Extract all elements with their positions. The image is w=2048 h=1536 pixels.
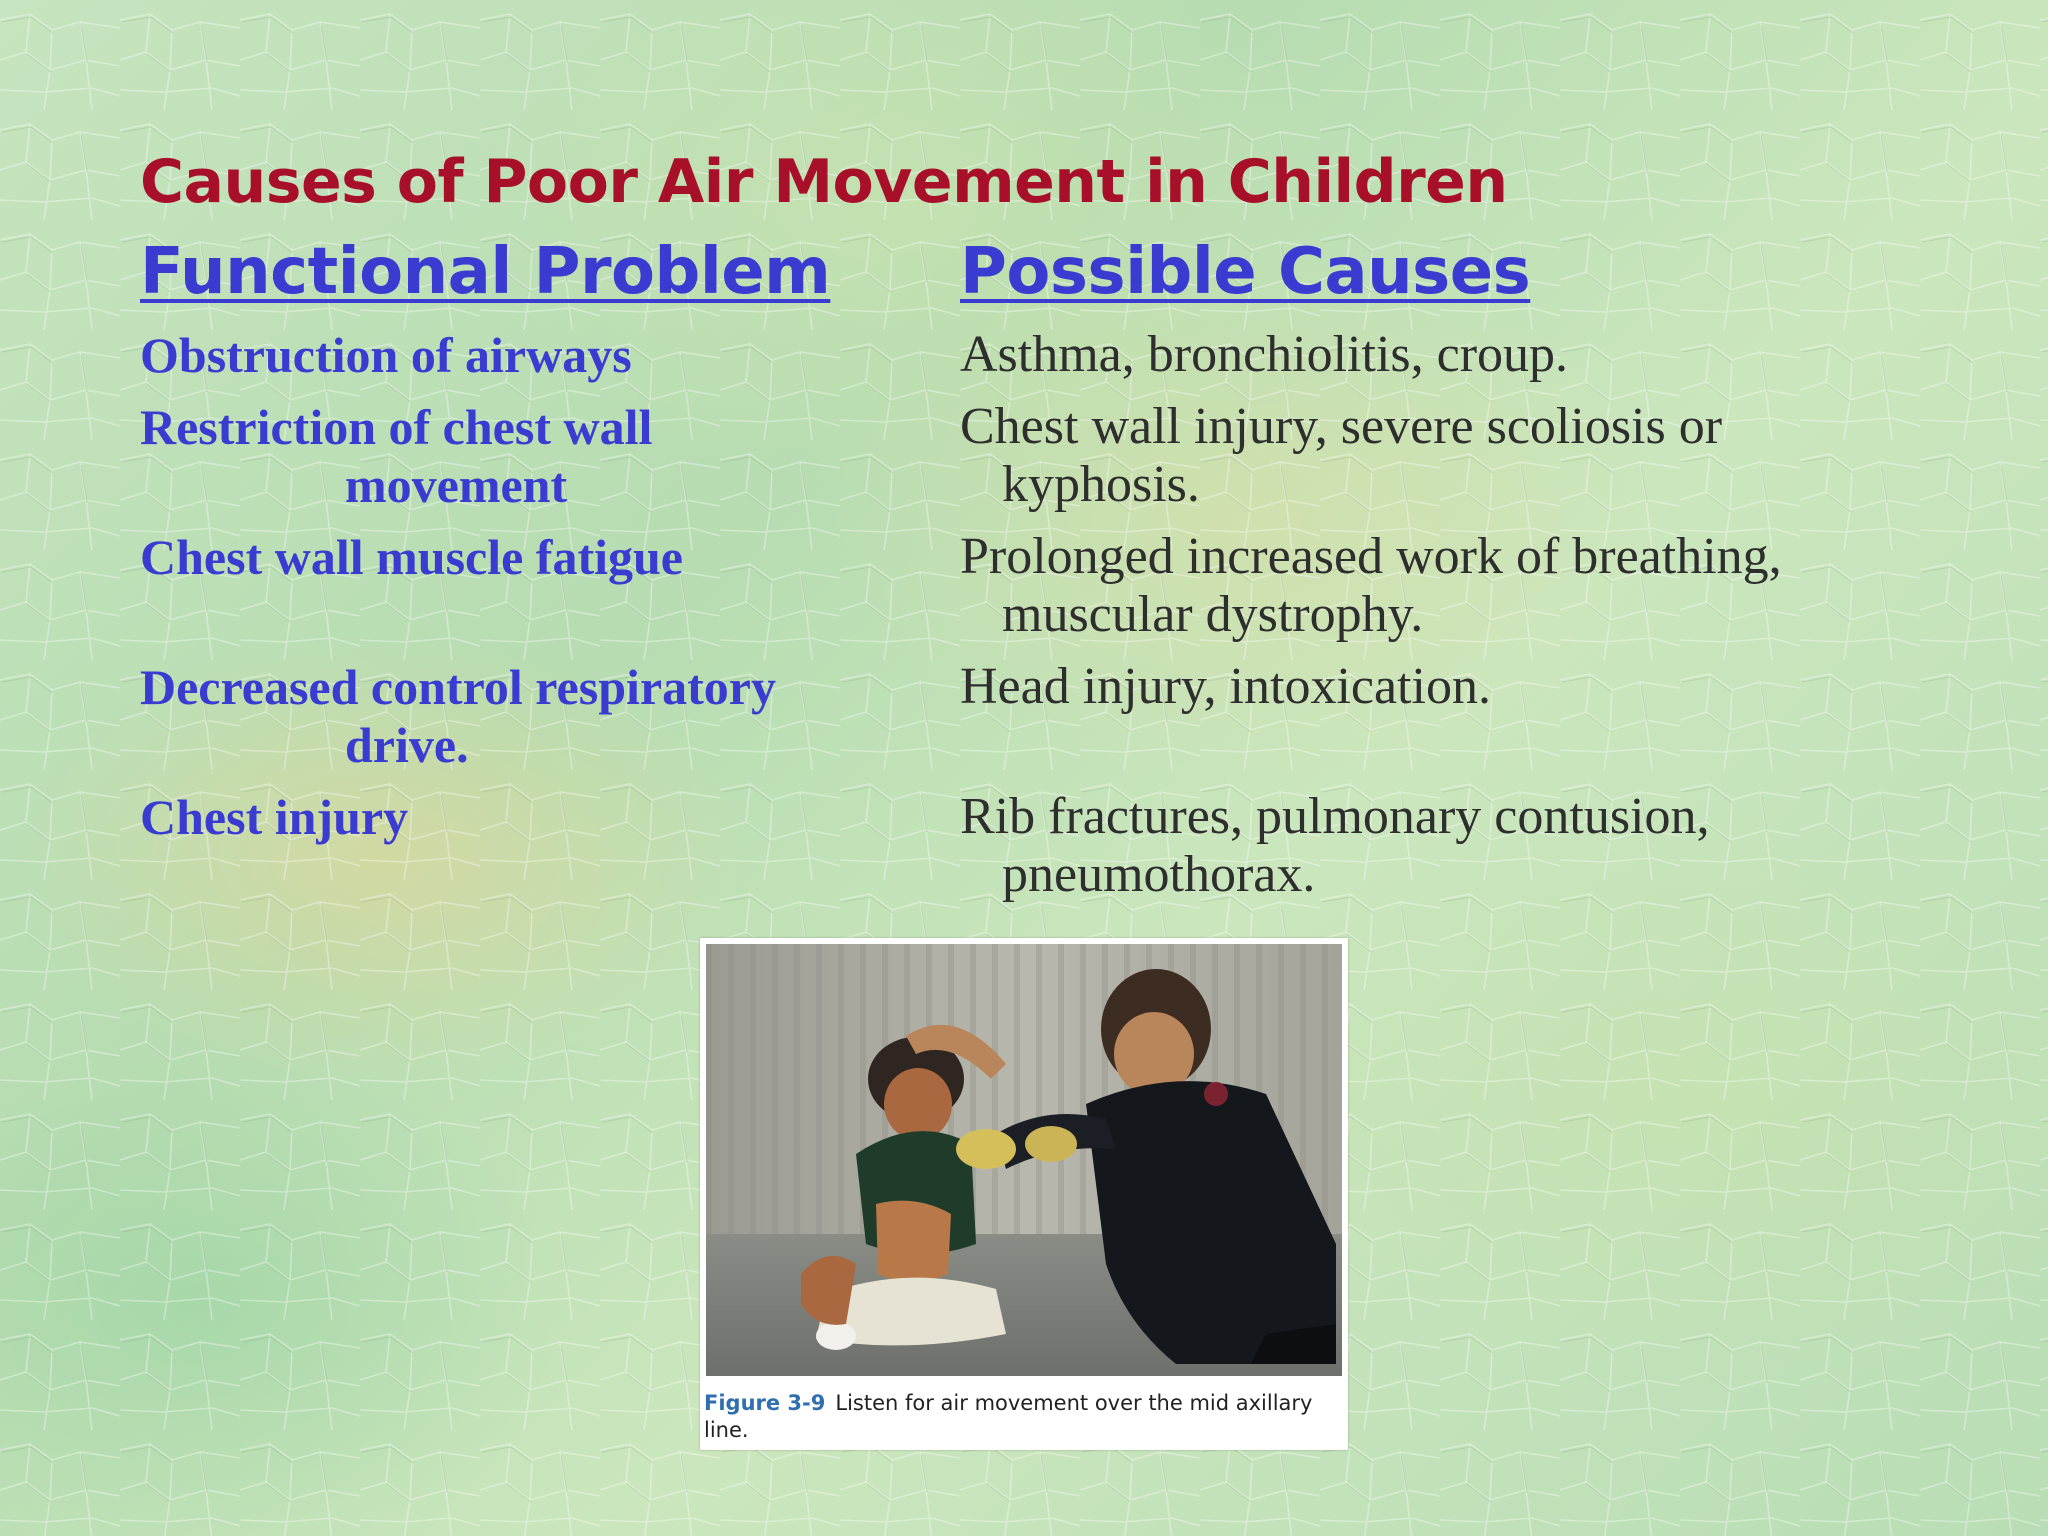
problem-text-continued: drive. — [345, 717, 469, 773]
figure-caption-text: Listen for air movement over the mid axillary line. — [704, 1391, 1313, 1442]
problem-text: Chest wall muscle fatigue — [140, 529, 683, 585]
figure — [700, 938, 1348, 1450]
problem-text: Decreased control respiratory — [140, 659, 776, 715]
problem-text: Chest injury — [140, 789, 409, 845]
problem-cell — [140, 326, 900, 384]
figure-caption — [704, 1390, 1340, 1444]
header-functional-problem: Functional Problem — [140, 235, 831, 309]
cause-cell — [960, 326, 2000, 384]
header-possible-causes: Possible Causes — [960, 235, 1531, 309]
photo-paramedic-listening-to-child — [706, 944, 1342, 1376]
cause-text-continued: muscular dystrophy. — [1002, 586, 1424, 643]
problem-cell — [140, 658, 900, 774]
cause-text-continued: pneumothorax. — [1002, 846, 1316, 903]
cause-cell — [960, 528, 2000, 644]
problem-cell — [140, 528, 900, 586]
problem-text: Restriction of chest wall — [140, 399, 653, 455]
cause-cell — [960, 658, 2000, 716]
problem-text: Obstruction of airways — [140, 327, 632, 383]
cause-text: Asthma, bronchiolitis, croup. — [960, 326, 1569, 383]
problem-cell — [140, 398, 900, 514]
cause-text-continued: kyphosis. — [1002, 456, 1200, 513]
problem-text-continued: movement — [345, 457, 568, 513]
slide-title: Causes of Poor Air Movement in Children — [140, 147, 1508, 217]
cause-cell — [960, 788, 2000, 904]
problem-cell — [140, 788, 900, 846]
figure-label: Figure 3-9 — [704, 1391, 826, 1415]
cause-text: Rib fractures, pulmonary contusion, — [960, 788, 1710, 845]
cause-cell — [960, 398, 2000, 514]
cause-text: Head injury, intoxication. — [960, 658, 1491, 715]
cause-text: Chest wall injury, severe scoliosis or — [960, 398, 1723, 455]
cause-text: Prolonged increased work of breathing, — [960, 528, 1782, 585]
